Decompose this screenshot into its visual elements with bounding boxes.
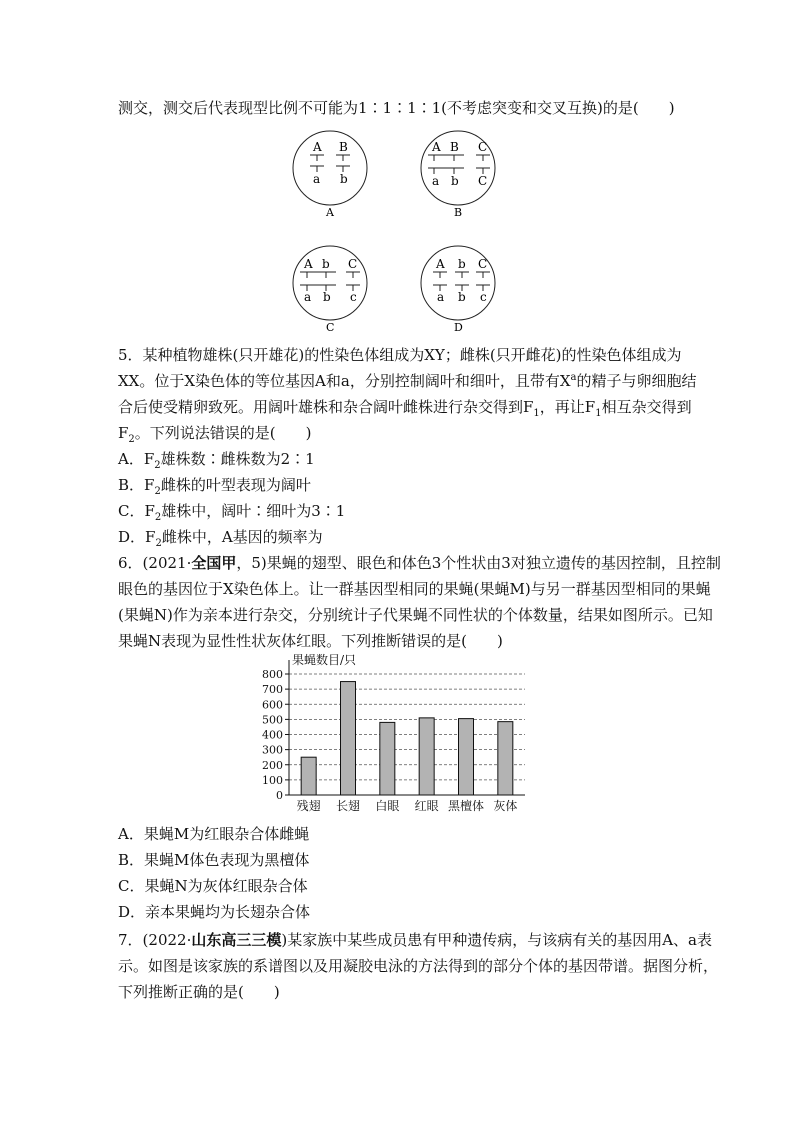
fig-b-gene-top-1: B: [450, 140, 459, 154]
fig-a-gene-bottom-1: b: [340, 172, 348, 186]
q6-option-a: A．果蝇M为红眼杂合体雌蝇: [118, 825, 310, 843]
fig-d-gene-bottom-2: c: [480, 290, 487, 304]
y-tick-label: 0: [276, 789, 283, 802]
fig-b-gene-bottom-2: C: [478, 174, 488, 188]
fig-d-label: D: [454, 321, 463, 333]
q6-line-1: 6．(2021·全国甲，5)果蝇的翅型、眼色和体色3个性状由3对独立遗传的基因控制，且控制: [118, 554, 721, 572]
fig-b-gene-bottom-1: b: [451, 174, 459, 188]
bar: [380, 722, 395, 795]
bar: [459, 719, 474, 795]
q5-line-2: XX。位于X染色体的等位基因A和a，分别控制阔叶和细叶，且带有$X^a$的精子与卵细胞结: [118, 372, 697, 390]
fig-c-gene-bottom-1: b: [323, 290, 331, 304]
y-tick-label: 800: [262, 668, 283, 681]
y-tick-label: 500: [262, 713, 283, 727]
q4-figures: [280, 128, 530, 333]
q6-option-d: D．亲本果蝇均为长翅杂合体: [118, 903, 311, 921]
q6-option-c: C．果蝇N为灰体红眼杂合体: [118, 877, 308, 895]
fig-a-gene-bottom-0: a: [313, 172, 321, 186]
q4-stem: 测交，测交后代表现型比例不可能为1∶1∶1∶1(不考虑突变和交叉互换)的是( ): [118, 99, 675, 117]
q5-option-c: C．$F_2$雄株中，阔叶∶细叶为3∶1: [118, 502, 346, 523]
y-tick-label: 400: [262, 728, 283, 742]
fig-d-gene-bottom-0: a: [437, 290, 445, 304]
fig-d-gene-bottom-1: b: [458, 290, 466, 304]
figure-d: [421, 246, 495, 333]
y-tick-label: 700: [262, 683, 283, 697]
q5-line-4: $F_2$。下列说法错误的是( ): [118, 424, 312, 445]
fig-b-label: B: [454, 206, 463, 219]
q5-line-1: 5．某种植物雄株(只开雄花)的性染色体组成为XY；雌株(只开雌花)的性染色体组成为: [118, 346, 682, 364]
bar: [419, 718, 434, 795]
fig-d-gene-top-0: A: [436, 257, 445, 271]
q5-line-3: 合后使受精卵致死。用阔叶雄株和杂合阔叶雌株进行杂交得到$F_1$，再让$F_1$相互杂交得到: [118, 398, 692, 419]
bar: [341, 682, 356, 795]
bar: [498, 722, 513, 795]
fig-a-gene-top-0: A: [313, 140, 322, 154]
bar: [301, 757, 316, 795]
fig-d-gene-top-1: b: [458, 257, 466, 271]
fig-a-label: A: [326, 206, 334, 219]
fig-b-gene-top-0: A: [432, 140, 441, 154]
x-tick-label: 红眼: [414, 799, 439, 813]
q7-line-2: 示。如图是该家族的系谱图以及用凝胶电泳的方法得到的部分个体的基因带谱。据图分析，: [118, 957, 719, 975]
fig-d-gene-top-2: C: [478, 257, 488, 271]
y-tick-label: 100: [262, 773, 283, 787]
fig-c-label: C: [326, 321, 335, 333]
y-axis-label: 果蝇数目/只: [292, 653, 357, 667]
fig-c-gene-top-1: b: [322, 257, 330, 271]
x-tick-label: 残翅: [296, 799, 321, 813]
q6-line-3: (果蝇N)作为亲本进行杂交，分别统计子代果蝇不同性状的个体数量，结果如图所示。已知: [118, 606, 713, 624]
x-tick-label: 灰体: [493, 799, 518, 813]
q7-line-3: 下列推断正确的是( ): [118, 983, 280, 1001]
fig-c-gene-bottom-2: c: [350, 290, 357, 304]
y-tick-label: 600: [262, 698, 283, 712]
fruit-fly-bar-chart: [255, 652, 545, 817]
fig-c-gene-top-0: A: [304, 257, 313, 271]
fig-a-gene-top-1: B: [339, 140, 348, 154]
q6-option-b: B．果蝇M体色表现为黑檀体: [118, 851, 310, 869]
x-tick-label: 长翅: [335, 799, 361, 813]
y-tick-label: 200: [262, 758, 283, 772]
q6-line-2: 眼色的基因位于X染色体上。让一群基因型相同的果蝇(果蝇M)与另一群基因型相同的果蝇: [118, 580, 711, 598]
x-tick-label: 黑檀体: [447, 799, 485, 813]
figure-c: [293, 246, 367, 333]
fig-c-gene-top-2: C: [348, 257, 358, 271]
q5-option-b: B．$F_2$雌株的叶型表现为阔叶: [118, 476, 311, 497]
figure-a: [293, 131, 367, 219]
q7-line-1: 7．(2022·山东高三三模)某家族中某些成员患有甲种遗传病，与该病有关的基因用A、a表: [118, 931, 712, 949]
q5-option-d: D．$F_2$雌株中，A基因的频率为: [118, 528, 323, 549]
x-tick-label: 白眼: [375, 799, 400, 813]
q5-option-a: A．$F_2$雄株数∶雌株数为2∶1: [118, 450, 315, 471]
fig-b-gene-top-2: C: [478, 140, 488, 154]
fig-c-gene-bottom-0: a: [304, 290, 312, 304]
y-tick-label: 300: [262, 743, 283, 757]
q6-line-4: 果蝇N表现为显性性状灰体红眼。下列推断错误的是( ): [118, 632, 503, 650]
figure-b: [421, 131, 495, 219]
fig-b-gene-bottom-0: a: [432, 174, 440, 188]
